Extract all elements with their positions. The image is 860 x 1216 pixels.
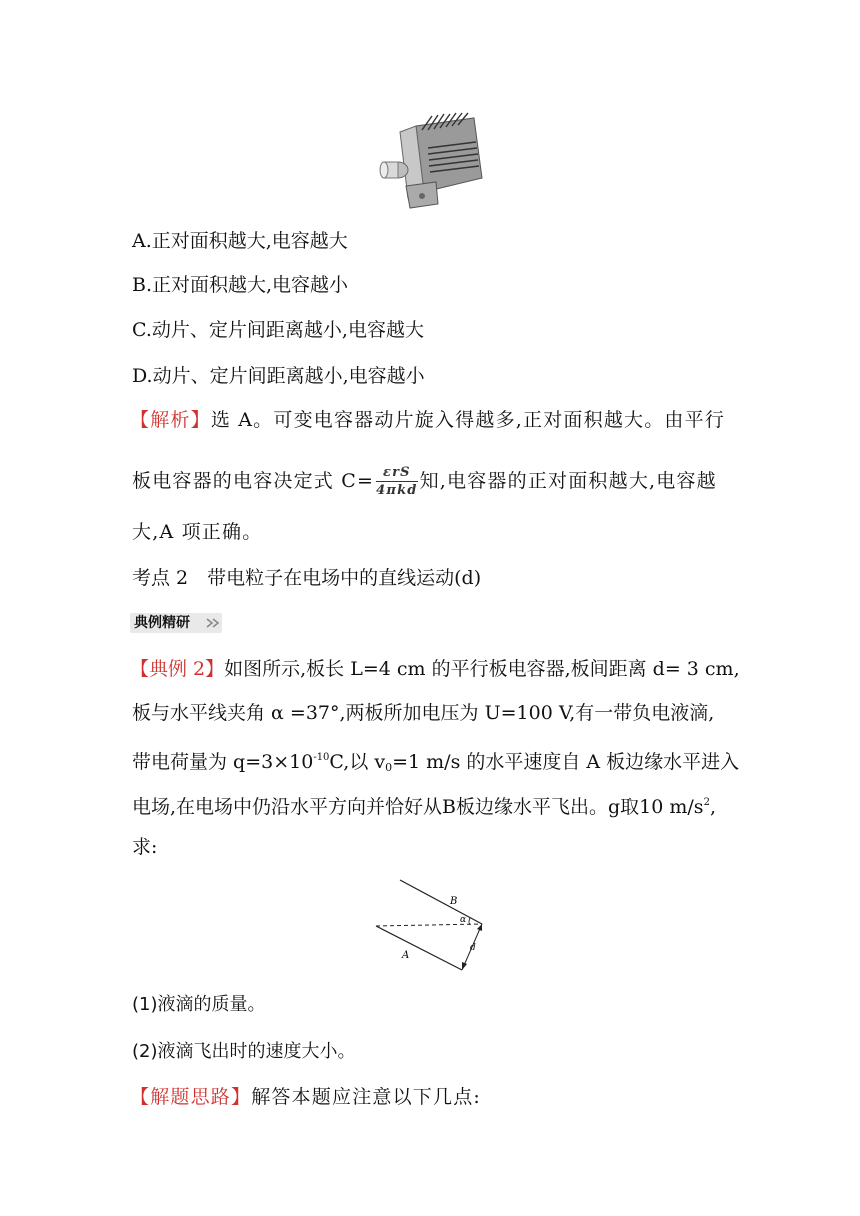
example-line-3: 带电荷量为 $q=3\times 10^{-10}C$,以 $v_0=1$ m/s 的水平速度自 A 板边缘水平进入 [132, 751, 740, 774]
option-c: C.动片、定片间距离越小,电容越大 [132, 319, 424, 341]
example-tag: 【典例 2】 [130, 658, 225, 680]
section-title: 考点 2 带电粒子在电场中的直线运动(d) [132, 567, 482, 589]
badge-label: 典例精研 [134, 615, 190, 631]
analysis-line-1: 【解析】选 A。可变电容器动片旋入得越多,正对面积越大。由平行 [130, 409, 726, 431]
question-1: (1)液滴的质量。 [132, 994, 266, 1015]
capacitance-formula: $\frac{\text{εrS}}{\text{4πkd}}$ [376, 465, 418, 498]
plates-figure [370, 876, 494, 976]
example-line-5: 求: [132, 836, 158, 858]
variable-capacitor-icon [378, 108, 490, 212]
example-line-4: 电场,在电场中仍沿水平方向并恰好从B板边缘水平飞出。g取10 $m/s^2$, [132, 796, 716, 818]
solution-tag: 【解题思路】 [130, 1086, 252, 1108]
label-alpha: α [460, 915, 467, 925]
label-d: d [470, 943, 476, 953]
solution-line: 【解题思路】解答本题应注意以下几点: [130, 1086, 482, 1108]
plate-diagram [370, 876, 494, 976]
analysis-tag: 【解析】 [130, 409, 211, 431]
label-b: B [450, 896, 458, 907]
example-badge [130, 613, 222, 633]
option-a: A.正对面积越大,电容越大 [132, 230, 348, 252]
option-b: B.正对面积越大,电容越小 [132, 274, 349, 296]
double-arrow-icon [206, 617, 220, 629]
analysis-line-3: 大,A 项正确。 [132, 521, 263, 543]
example-line-1: 【典例 2】如图所示,板长 L=4 cm 的平行板电容器,板间距离 d= 3 cm, [130, 658, 740, 680]
analysis-line-2: 板电容器的电容决定式 C= $\frac{\text{εrS}}{\text{4πkd}}$ 知,电容器的正对面积越大,电容越 [132, 465, 717, 498]
example-line-2: 板与水平线夹角 α =37°,两板所加电压为 U=100 V,有一带负电液滴, [132, 702, 715, 724]
option-d: D.动片、定片间距离越小,电容越小 [132, 365, 425, 387]
capacitor-photo [378, 108, 490, 212]
label-a: A [402, 950, 410, 961]
question-2: (2)液滴飞出时的速度大小。 [132, 1041, 356, 1062]
